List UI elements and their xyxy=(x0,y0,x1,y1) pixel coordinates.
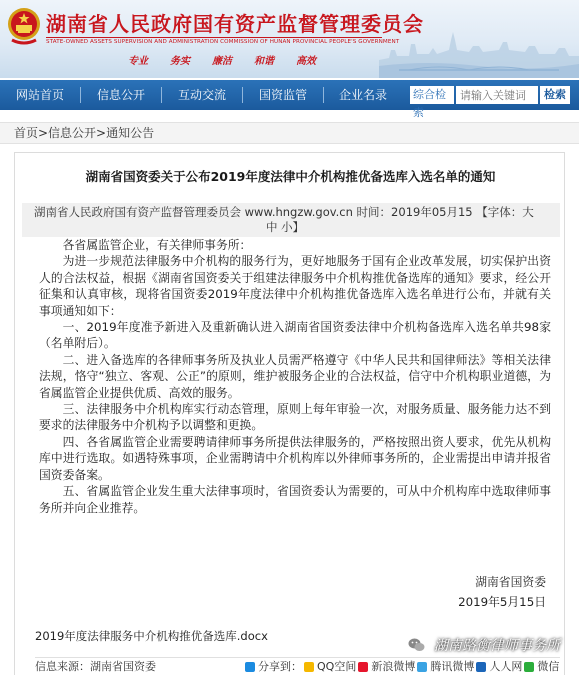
share-bar xyxy=(245,658,559,675)
attachment-link[interactable]: 2019年度法律服务中介机构推优备选库.docx xyxy=(35,629,268,643)
renren-icon[interactable] xyxy=(476,662,486,672)
share-tencent-weibo[interactable]: 腾讯微博 xyxy=(430,660,475,673)
share-qzone[interactable]: QQ空间 xyxy=(317,660,357,673)
share-wechat[interactable]: 微信 xyxy=(537,660,560,673)
breadcrumb[interactable]: 首页>信息公开>通知公告 xyxy=(0,122,579,144)
city-skyline-image xyxy=(379,20,579,78)
wechat-icon[interactable] xyxy=(524,662,534,672)
site-title: 湖南省人民政府国有资产监督管理委员会 xyxy=(46,12,424,36)
source-bar xyxy=(35,657,560,675)
article-body xyxy=(39,237,551,516)
article-container xyxy=(14,152,565,675)
qzone-icon[interactable] xyxy=(304,662,314,672)
main-nav xyxy=(0,80,579,119)
source-text: 信息来源：湖南省国资委 xyxy=(35,660,156,673)
font-size-medium[interactable]: 中 xyxy=(266,220,278,234)
font-size-small[interactable]: 小 xyxy=(281,220,293,234)
font-size-large[interactable]: 大 xyxy=(522,205,534,219)
paragraph: 四、各省属监管企业需要聘请律师事务所提供法律服务的，严格按照出资人要求，优先从机构库中进行选取。如遇特殊事项，企业需聘请中介机构库以外律师事务所的，企业需提出申请并报省国资委备案。 xyxy=(39,434,551,482)
slogan-4: 和谐 xyxy=(254,56,274,67)
slogan-2: 务实 xyxy=(170,56,190,67)
slogan-1: 专业 xyxy=(128,56,148,67)
slogans xyxy=(128,52,316,67)
paragraph: 一、2019年度准予新进入及重新确认进入湖南省国资委法律中介机构备选库入选名单共98家（名单附后）。 xyxy=(39,320,551,351)
search-type-select[interactable]: 综合检索 xyxy=(410,86,454,104)
slogan-5: 高效 xyxy=(296,56,316,67)
search-button[interactable]: 检索 xyxy=(540,86,570,104)
nav-supervision[interactable]: 国资监管 xyxy=(258,88,307,102)
share-renren[interactable]: 人人网 xyxy=(489,660,523,673)
article-meta xyxy=(22,203,560,237)
meta-text: 湖南省人民政府国有资产监督管理委员会 www.hngzw.gov.cn 时间：2019年05月15 【字体： xyxy=(34,205,523,219)
paragraph: 三、法律服务中介机构库实行动态管理，原则上每年审验一次，对服务质量、服务能力达不到要求的法律服务中介机构予以调整和更换。 xyxy=(39,402,551,433)
share-icon xyxy=(245,662,255,672)
greeting: 各省属监管企业，有关律师事务所： xyxy=(62,238,252,252)
meta-close: 】 xyxy=(292,220,305,234)
signature-date: 2019年5月15日 xyxy=(458,595,546,609)
nav-enterprise-directory[interactable]: 企业名录 xyxy=(338,88,387,102)
tencent-weibo-icon[interactable] xyxy=(417,662,427,672)
search-input[interactable] xyxy=(456,86,538,104)
share-weibo[interactable]: 新浪微博 xyxy=(371,660,416,673)
header-banner xyxy=(0,0,579,78)
share-label: 分享到： xyxy=(258,660,302,673)
nav-home[interactable]: 网站首页 xyxy=(15,88,64,102)
nav-interaction[interactable]: 互动交流 xyxy=(177,88,226,102)
paragraph: 为进一步规范法律服务中介机构的服务行为，更好地服务于国有企业改革发展，切实保护出资人的合法权益，根据《湖南省国资委关于组建法律服务中介机构推优备选库的通知》要求，经公开征集和认真审核，现将省国资委2019年度法律中介机构推优备选库入选名单进行公布，并就有关事项通知如下： xyxy=(39,254,551,318)
watermark-text: 湖南路衡律师事务所 xyxy=(434,638,560,654)
watermark xyxy=(404,632,560,658)
national-emblem-icon xyxy=(6,6,42,46)
site-subtitle-en: STATE-OWNED ASSETS SUPERVISION AND ADMINISTRATION COMMISSION OF HUNAN PROVINCIAL PEOPLE'S GOVERNMENT xyxy=(46,39,400,45)
signature: 湖南省国资委 xyxy=(475,575,546,589)
paragraph: 二、进入备选库的各律师事务所及执业人员需严格遵守《中华人民共和国律师法》等相关法律法规，恪守“独立、客观、公正”的原则，维护被服务企业的合法权益，信守中介机构职业道德，为省属监管企业提供优质、高效的服务。 xyxy=(39,352,551,400)
weibo-icon[interactable] xyxy=(358,662,368,672)
wechat-logo-icon xyxy=(404,632,430,658)
paragraph: 五、省属监管企业发生重大法律事项时，省国资委认为需要的，可从中介机构库中选取律师事务所并向企业推荐。 xyxy=(39,484,551,515)
nav-info-public[interactable]: 信息公开 xyxy=(96,88,145,102)
slogan-3: 廉洁 xyxy=(212,56,232,67)
article-title: 湖南省国资委关于公布2019年度法律中介机构推优备选库入选名单的通知 xyxy=(85,169,496,184)
